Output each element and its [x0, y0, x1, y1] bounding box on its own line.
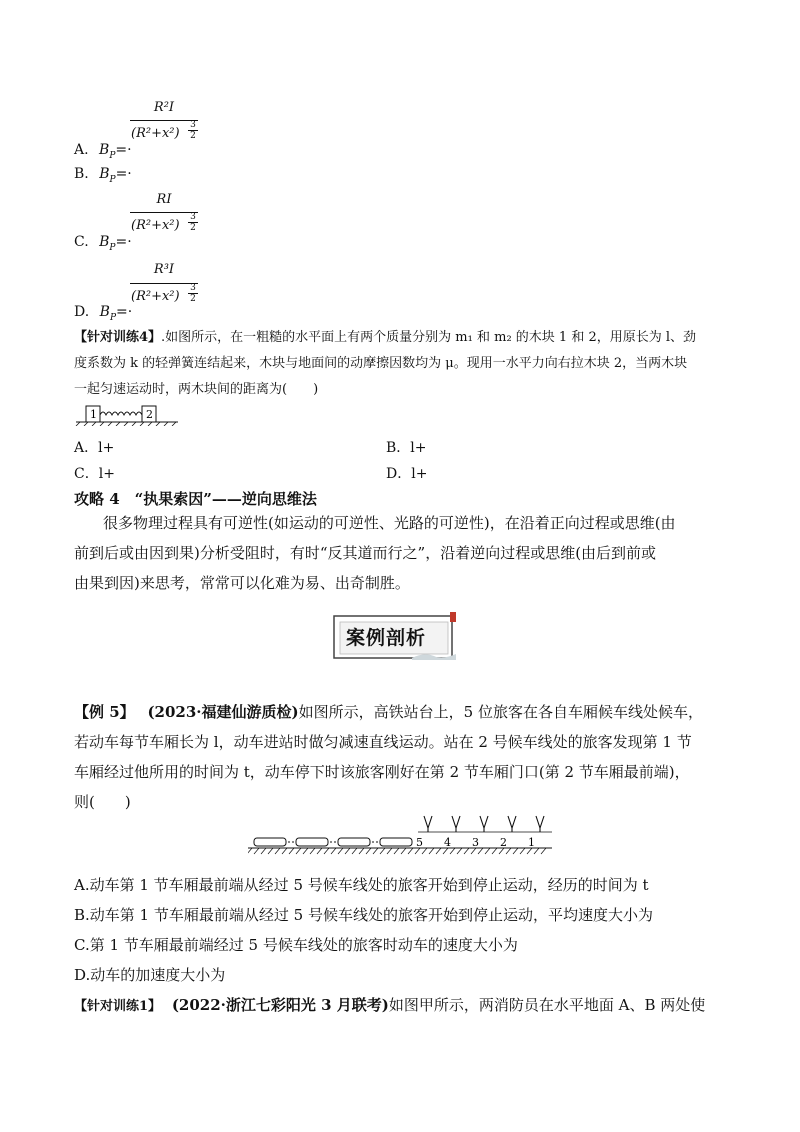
strategy-para-line2: 前到后或由因到果)分析受阻时，有时“反其道而行之”，沿着逆向过程或思维(由后到前或 [74, 544, 657, 562]
passengers [424, 816, 544, 832]
banner-label: 案例剖析 [346, 627, 427, 649]
option-c-label: C. $B_P=\cdot$ [74, 234, 132, 253]
ground-hatch [282, 848, 287, 854]
exponent-bottom: 2 [188, 293, 198, 304]
strategy-para-line3: 由果到因)来思考，常常可以化难为易、出奇制胜。 [74, 574, 410, 592]
option-b-label: B. $B_P=\cdot$ [74, 166, 132, 185]
option-a-denominator [131, 126, 180, 141]
training-source: (2022·浙江七彩阳光 3 月联考) [171, 996, 389, 1014]
training1-line [74, 990, 705, 1022]
ground-hatch [408, 848, 413, 854]
exponent [188, 212, 198, 233]
example5-opt-c: C.第 1 节车厢最前端经过 5 号候车线处的旅客时动车的速度大小为 [74, 936, 518, 954]
option-a-numerator: R²I [153, 100, 175, 115]
option-c-denominator: (R²+x²) [131, 218, 180, 233]
spring-blocks-diagram [74, 402, 180, 426]
ground-hatch [373, 848, 378, 854]
option-d-label: D. $B_P=\cdot$ [74, 304, 133, 323]
training4-line1 [74, 327, 696, 349]
block-2-label: 2 [146, 408, 153, 421]
training-tag: 【针对训练1】 [74, 999, 162, 1014]
training4-line3: 一起匀速运动时，两木块间的距离为( ) [74, 382, 319, 397]
denominator-text: (R²+x²) [131, 126, 180, 141]
platform-diagram [248, 812, 558, 860]
training4-opt-a: A．l+ [74, 440, 115, 456]
ground-hatch [394, 848, 399, 854]
example5-opt-d: D.动车的加速度大小为 [74, 966, 226, 984]
strategy-heading: 攻略 4 “执果索因”——逆向思维法 [74, 490, 317, 508]
lhs: B [99, 142, 110, 158]
ground-hatch [352, 848, 357, 854]
ground-hatch [380, 848, 385, 854]
platform-label-4: 4 [444, 836, 451, 849]
eq: = [115, 166, 128, 182]
ground-hatch [317, 848, 322, 854]
lhs: B [99, 234, 110, 250]
training4-line2: 度系数为 k 的轻弹簧连结起来，木块与地面间的动摩擦因数均为 μ。现用一水平力向右拉木块 2，当两木块 [74, 356, 688, 371]
label: B. [74, 166, 89, 182]
example5-line3: 车厢经过他所用的时间为 t，动车停下时该旅客刚好在第 2 节车厢门口(第 2 节车厢最前端)， [74, 763, 690, 781]
label: D. [74, 304, 90, 320]
ground-hatch [387, 848, 392, 854]
exponent-top: 3 [190, 283, 196, 293]
ground-hatch [485, 848, 490, 854]
ground-hatch [520, 848, 525, 854]
ground-hatch [492, 848, 497, 854]
example5-line1 [74, 697, 703, 727]
ground-hatch [366, 848, 371, 854]
sub: P [109, 174, 116, 185]
ground-hatch [261, 848, 266, 854]
eq: = [115, 142, 128, 158]
ground-hatch [464, 848, 469, 854]
ground-hatch [331, 848, 336, 854]
ground-hatch [436, 848, 441, 854]
ground-hatch [513, 848, 518, 854]
ground-hatch [248, 848, 252, 854]
ground-hatch [359, 848, 364, 854]
training4-opt-c: C．l+ [74, 466, 115, 482]
example5-opt-a: A.动车第 1 节车厢最前端从经过 5 号候车线处的旅客开始到停止运动，经历的时间为 t [74, 876, 649, 894]
ground-hatch [324, 848, 329, 854]
eq: = [116, 304, 128, 320]
exponent-top: 3 [190, 212, 196, 222]
example-tag: 【例 5】 [74, 703, 135, 721]
example-source: (2023·福建仙游质检) [147, 703, 299, 721]
ground-hatch [457, 848, 462, 854]
ground-hatch [310, 848, 315, 854]
exponent-bottom: 2 [188, 130, 198, 141]
eq: = [115, 234, 128, 250]
option-d-denominator: (R²+x²) [131, 289, 180, 304]
ground-hatch [401, 848, 406, 854]
spring [100, 412, 142, 415]
training-text: .如图所示，在一粗糙的水平面上有两个质量分别为 m₁ 和 m₂ 的木块 1 和 2，用原长为 l、劲 [161, 330, 697, 345]
strategy-para-line1: 很多物理过程具有可逆性(如运动的可逆性、光路的可逆性)，在沿着正向过程或思维(由 [103, 514, 676, 532]
sub: P [109, 312, 116, 323]
ground-hatch [268, 848, 273, 854]
lhs: B [99, 304, 110, 320]
case-analysis-banner [332, 612, 464, 662]
lhs: B [99, 166, 110, 182]
label: C. [74, 234, 89, 250]
ground-hatch [338, 848, 343, 854]
platform-label-1: 1 [528, 836, 535, 849]
ground-hatch [289, 848, 294, 854]
platform-label-5: 5 [416, 836, 423, 849]
exponent-top: 3 [190, 120, 196, 130]
ground-hatch [303, 848, 308, 854]
example5-opt-b: B.动车第 1 节车厢最前端从经过 5 号候车线处的旅客开始到停止运动，平均速度大小为 [74, 906, 653, 924]
option-d-numerator: R³I [153, 262, 175, 277]
training4-opt-d: D．l+ [386, 466, 428, 482]
ground-hatch [429, 848, 434, 854]
sub: P [109, 150, 116, 161]
block-1-label: 1 [90, 408, 97, 421]
label: A. [74, 142, 89, 158]
exponent [188, 120, 198, 141]
exponent-bottom: 2 [188, 222, 198, 233]
example5-line2: 若动车每节车厢长为 l，动车进站时做匀减速直线运动。站在 2 号候车线处的旅客发现第 1 节 [74, 733, 692, 751]
exponent [188, 283, 198, 304]
training-tag: 【针对训练4】 [74, 330, 162, 345]
example5-line4: 则( ) [74, 793, 131, 811]
ground-hatch [254, 848, 259, 854]
train [254, 838, 412, 846]
option-c-numerator: RI [156, 192, 172, 207]
option-a-label: A. $B_P=\cdot$ [74, 142, 132, 161]
sub: P [109, 242, 116, 253]
training4-opt-b: B．l+ [386, 440, 427, 456]
ground-hatch [541, 848, 546, 854]
training-text: 如图甲所示，两消防员在水平地面 A、B 两处使 [388, 996, 706, 1014]
ground-hatch [296, 848, 301, 854]
platform-labels [416, 836, 535, 849]
ground-hatch [275, 848, 280, 854]
example-text: 如图所示，高铁站台上，5 位旅客在各自车厢候车线处候车， [298, 703, 703, 721]
platform-label-2: 2 [500, 836, 507, 849]
platform-label-3: 3 [472, 836, 479, 849]
ground-hatch [345, 848, 350, 854]
